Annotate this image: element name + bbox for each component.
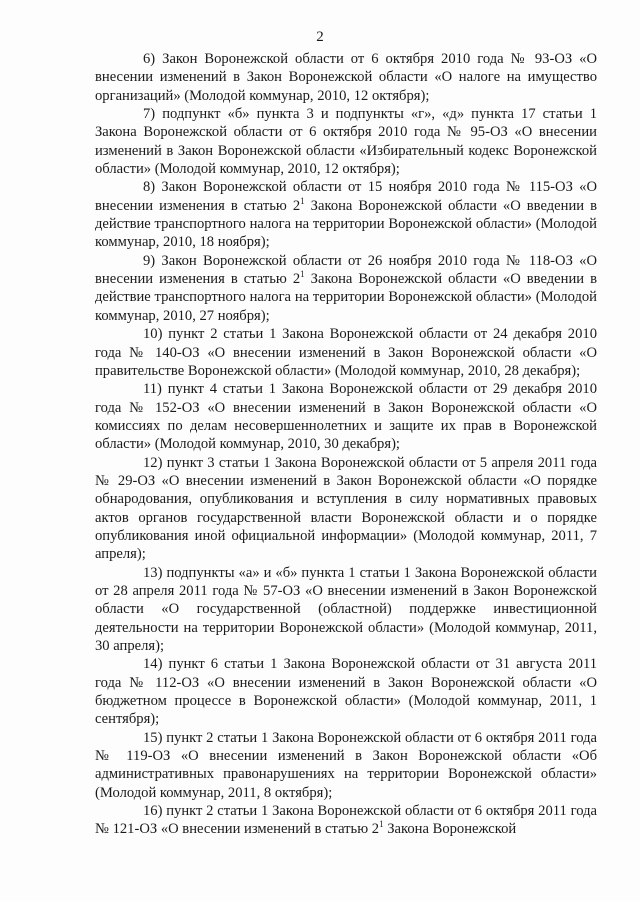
list-item-11: 11) пункт 4 статьи 1 Закона Воронежской области от 29 декабря 2010 года № 152-ОЗ «О внесении изменений в Закон Воронежской области «О комиссиях по делам несовершеннолетних и защите их прав в Воронежской области» (Молодой коммунар, 2010, 30 декабря); <box>95 381 597 453</box>
list-item-10: 10) пункт 2 статьи 1 Закона Воронежской области от 24 декабря 2010 года № 140-ОЗ «О внесении изменений в Закон Воронежской области «О правительстве Воронежской области» (Молодой коммунар, 2010, 28 декабря); <box>95 326 597 379</box>
list-item-9-text-b: Закона Воронежской области «О введении в действие транспортного налога на территории Воронежской области» (Молодой коммунар, 2010, 27 ноября); <box>95 271 597 324</box>
list-item-12: 12) пункт 3 статьи 1 Закона Воронежской области от 5 апреля 2011 года № 29-ОЗ «О внесении изменений в Закон Воронежской области «О порядке обнародования, опубликования и вступления в силу нормативных правовых актов органов государственной власти Воронежской области и о порядке опубликования иной официальной информации» (Молодой коммунар, 2011, 7 апреля); <box>95 454 597 563</box>
list-item-8-text-a: 8) Закон Воронежской области от 15 ноября 2010 года № 115-ОЗ «О внесении изменения в статью 2 <box>95 179 597 214</box>
list-item-16-text-a: 16) пункт 2 статьи 1 Закона Воронежской области от 6 октября 2011 года № 121-ОЗ «О внесении изменений в статью 2 <box>95 803 597 838</box>
list-item-14: 14) пункт 6 статьи 1 Закона Воронежской области от 31 августа 2011 года № 112-ОЗ «О внесении изменений в Закон Воронежской области «О бюджетном процессе в Воронежской области» (Молодой коммунар, 2011, 1 сентября); <box>95 656 597 728</box>
list-item-9-superscript: 1 <box>300 269 305 280</box>
list-item-16 <box>95 802 597 839</box>
list-item-8 <box>95 178 597 251</box>
document-body <box>95 50 597 839</box>
list-item-15: 15) пункт 2 статьи 1 Закона Воронежской области от 6 октября 2011 года № 119-ОЗ «О внесении изменений в Закон Воронежской области «Об административных правонарушениях на территории Воронежской области» (Молодой коммунар, 2011, 8 октября); <box>95 729 597 801</box>
list-item-13: 13) подпункты «а» и «б» пункта 1 статьи 1 Закона Воронежской области от 28 апреля 2011 года № 57-ОЗ «О внесении изменений в Закон Воронежской области «О государственной (областной) поддержке инвестиционной деятельности на территории Воронежской области» (Молодой коммунар, 2011, 30 апреля); <box>95 564 597 654</box>
list-item-16-superscript: 1 <box>379 819 384 830</box>
page-number: 2 <box>316 29 324 45</box>
list-item-16-text-b: Закона Воронежской <box>383 821 517 838</box>
list-item-8-text-b: Закона Воронежской области «О введении в действие транспортного налога на территории Воронежской области» (Молодой коммунар, 2010, 18 ноября); <box>95 197 597 251</box>
list-item-9-text-a: 9) Закон Воронежской области от 26 ноября 2010 года № 118-ОЗ «О внесении изменения в статью 2 <box>95 252 597 288</box>
list-item-9 <box>95 252 597 325</box>
list-item-8-superscript: 1 <box>300 195 305 206</box>
list-item-6: 6) Закон Воронежской области от 6 октября 2010 года № 93-ОЗ «О внесении изменений в Закон Воронежской области «О налоге на имущество организаций» (Молодой коммунар, 2010, 12 октября); <box>95 51 597 104</box>
list-item-7: 7) подпункт «б» пункта 3 и подпункты «г», «д» пункта 17 статьи 1 Закона Воронежской области от 6 октября 2010 года № 95-ОЗ «О внесении изменений в Закон Воронежской области «Избирательный кодекс Воронежской области» (Молодой коммунар, 2010, 12 октября); <box>95 106 597 178</box>
